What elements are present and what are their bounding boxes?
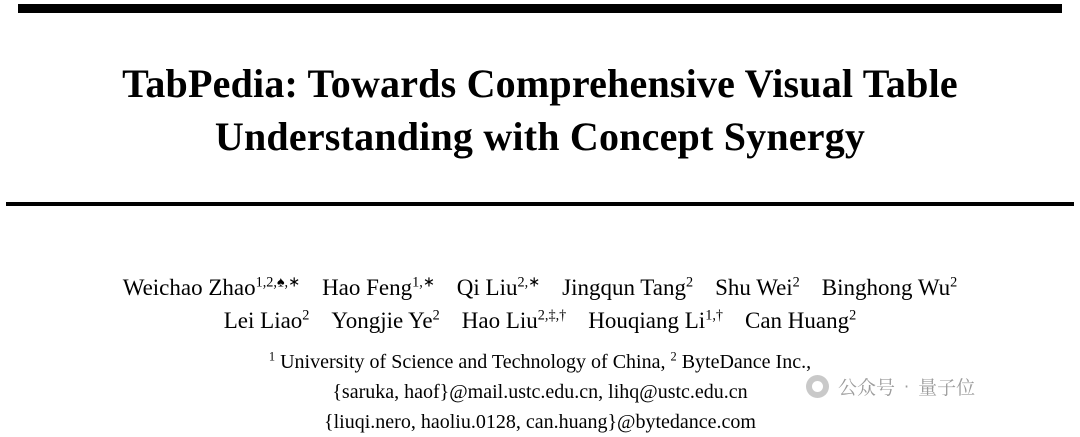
affiliation-marker-2: 2 — [670, 349, 677, 364]
author-name: Lei Liao — [223, 307, 303, 333]
title-line-1: TabPedia: Towards Comprehensive Visual Table — [122, 61, 958, 106]
page-title — [0, 58, 1080, 164]
author-affiliation-marker: 1,2,♠,∗ — [255, 274, 301, 291]
email-row-1: {saruka, haof}@mail.ustc.edu.cn, lihq@ustc.edu.cn — [332, 381, 748, 403]
author-affiliation-marker: 2 — [302, 307, 310, 323]
author-entry — [715, 275, 800, 300]
author-affiliation-marker: 1,† — [705, 307, 723, 323]
author-row-2 — [0, 305, 1080, 338]
author-name: Qi Liu — [456, 275, 518, 300]
author-entry — [322, 275, 435, 300]
author-name: Shu Wei — [715, 275, 793, 300]
author-name: Hao Liu — [461, 307, 538, 333]
author-entry — [224, 308, 310, 333]
author-affiliation-marker: 2 — [432, 307, 440, 323]
author-entry — [457, 275, 540, 300]
author-list — [0, 272, 1080, 337]
author-affiliation-marker: 2 — [685, 274, 694, 291]
author-affiliation-marker: 2,∗ — [517, 274, 541, 291]
affiliation-marker-1: 1 — [268, 349, 276, 364]
author-entry — [462, 308, 567, 333]
author-affiliation-marker: 2,‡,† — [537, 307, 567, 323]
author-name: Yongjie Ye — [331, 307, 433, 333]
author-affiliation-marker: 2 — [792, 274, 800, 291]
author-entry — [822, 275, 957, 300]
author-affiliation-marker: 1,∗ — [412, 274, 435, 291]
author-name: Can Huang — [745, 307, 850, 333]
author-row-1 — [0, 272, 1080, 305]
author-name: Weichao Zhao — [122, 275, 256, 300]
author-entry — [123, 275, 300, 300]
author-entry — [562, 275, 693, 300]
email-row-2: {liuqi.nero, haoliu.0128, can.huang}@bytedance.com — [324, 411, 756, 433]
author-entry — [331, 308, 439, 333]
watermark-account-label: 公众号 — [838, 377, 896, 399]
affiliation-text-2: ByteDance Inc., — [676, 351, 812, 373]
author-affiliation-marker: 2 — [849, 307, 857, 323]
watermark-name-label: 量子位 — [918, 377, 976, 399]
author-entry — [588, 308, 723, 333]
watermark — [806, 373, 975, 400]
author-name: Hao Feng — [322, 275, 413, 300]
title-line-2: Understanding with Concept Synergy — [214, 113, 866, 159]
affiliation-text-1: University of Science and Technology of China, — [275, 351, 671, 373]
author-entry — [745, 308, 856, 333]
top-rule — [18, 4, 1062, 13]
author-name: Houqiang Li — [588, 307, 706, 333]
watermark-logo-icon — [806, 375, 829, 398]
author-name: Binghong Wu — [821, 275, 951, 300]
author-name: Jingqun Tang — [562, 275, 686, 300]
watermark-separator: · — [904, 377, 910, 396]
title-divider-rule — [6, 202, 1074, 206]
author-affiliation-marker: 2 — [950, 274, 958, 291]
